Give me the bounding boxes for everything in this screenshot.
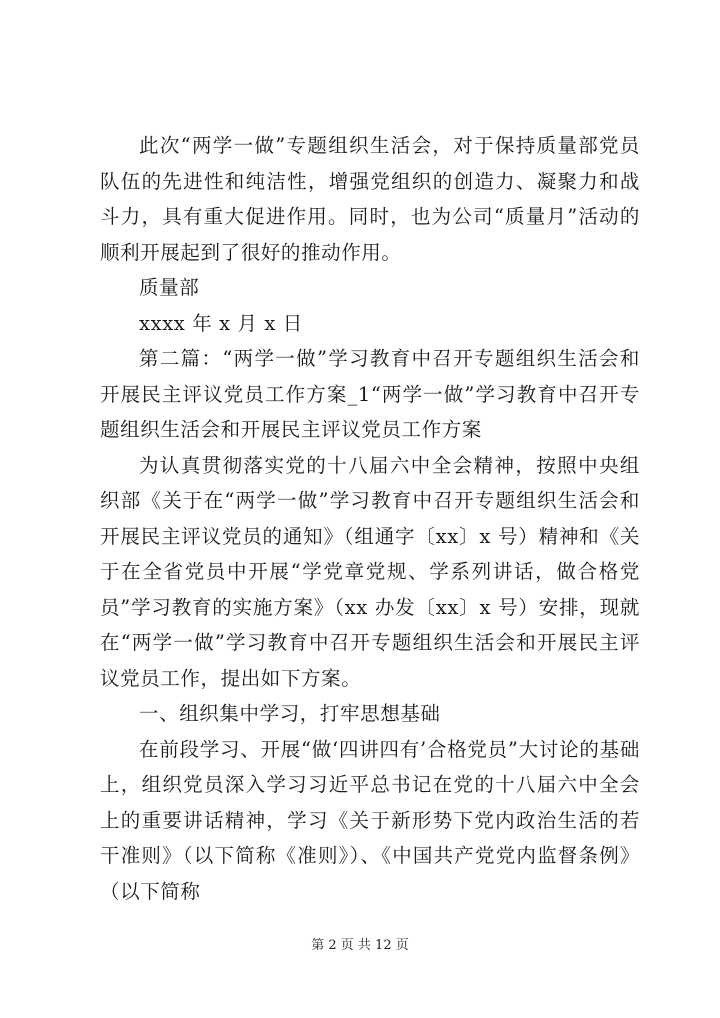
section-heading-1: 一、组织集中学习，打牢思想基础	[139, 702, 441, 725]
section-title-second-article: 第二篇：“两学一做”学习教育中召开专题组织生活会和开展民主评议党员工作方案_1“两学一做”学习教育中召开专题组织生活会和开展民主评议党员工作方案	[100, 347, 640, 441]
paragraph-intro: 为认真贯彻落实党的十八届六中全会精神，按照中央组织部《关于在“两学一做”学习教育中召开专题组织生活会和开展民主评议党员的通知》（组通字〔xx〕x 号）精神和《关于在全省党员中开展“学党章党规、学系列讲话，做合格党员”学习教育的实施方案》（xx 办发〔xx〕x 号）安排，现就在“两学一做”学习教育中召开专题组织生活会和开展民主评议党员工作，提出如下方案。	[100, 453, 640, 690]
paragraph-conclusion: 此次“两学一做”专题组织生活会，对于保持质量部党员队伍的先进性和纯洁性，增强党组织的创造力、凝聚力和战斗力，具有重大促进作用。同时，也为公司“质量月”活动的顺利开展起到了很好的推动作用。	[100, 134, 640, 264]
signature-date: xxxx 年 x 月 x 日	[139, 311, 303, 335]
document-body	[100, 128, 640, 909]
page-number-footer: 第 2 页 共 12 页	[311, 938, 409, 953]
signature-department: 质量部	[139, 276, 200, 299]
paragraph-study: 在前段学习、开展“做‘四讲四有’合格党员”大讨论的基础上，组织党员深入学习习近平总书记在党的十八届六中全会上的重要讲话精神，学习《关于新形势下党内政治生活的若干准则》（以下简称《准则》）、《中国共产党党内监督条例》（以下简称	[100, 737, 640, 903]
